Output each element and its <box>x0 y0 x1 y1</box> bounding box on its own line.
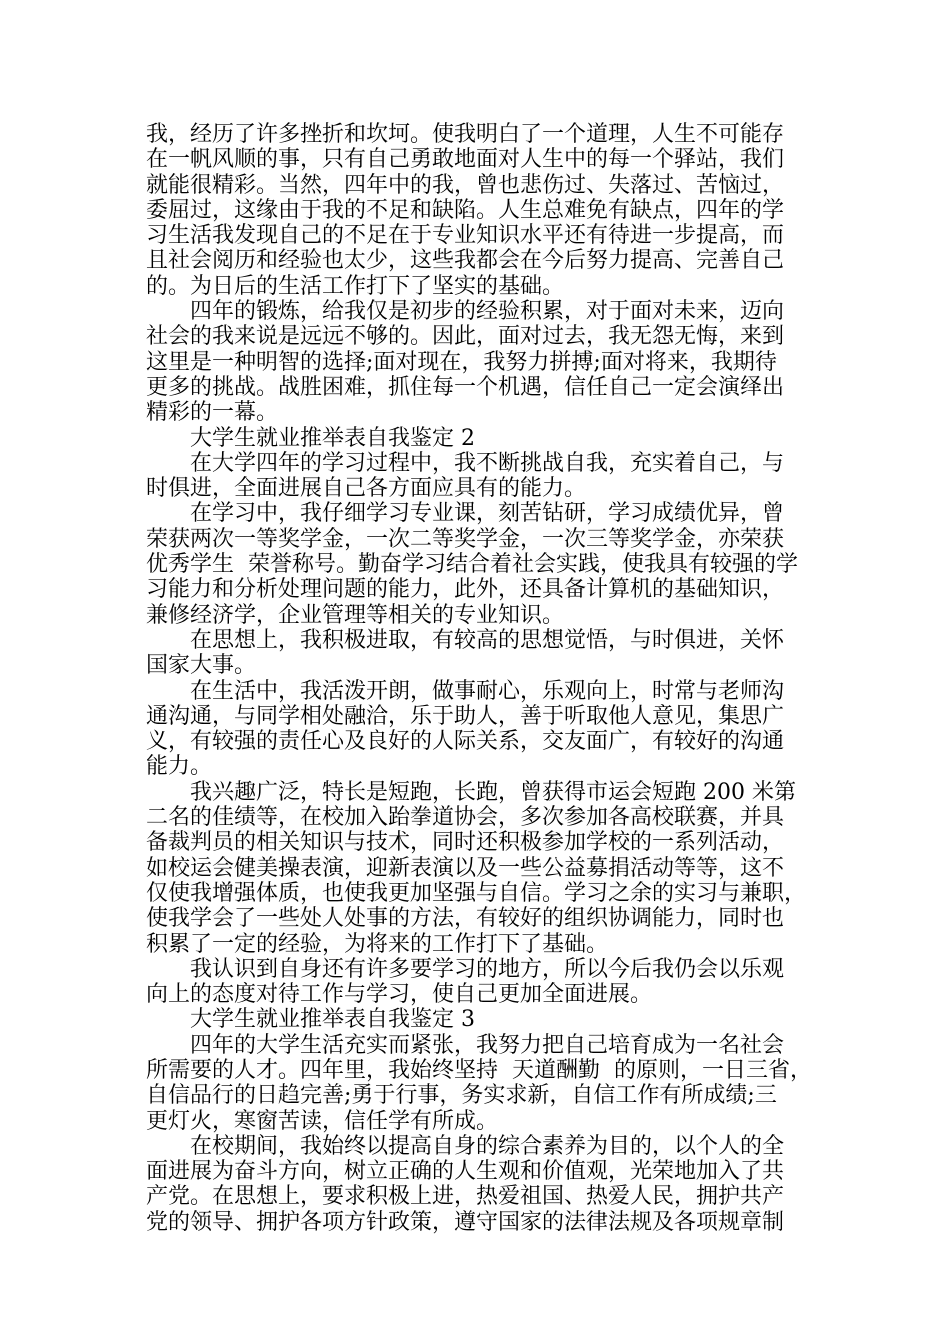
text-line: 党的领导、拥护各项方针政策，遵守国家的法律法规及各项规章制 <box>146 1209 785 1235</box>
text-line: 四年的锻炼，给我仅是初步的经验积累，对于面对未来，迈向 <box>146 299 785 325</box>
text-line: 如校运会健美操表演，迎新表演以及一些公益募捐活动等等，这不 <box>146 855 785 881</box>
text-line: 这里是一种明智的选择;面对现在，我努力拼搏;面对将来，我期待 <box>146 349 777 375</box>
text-line: 我，经历了许多挫折和坎坷。使我明白了一个道理，人生不可能存 <box>146 122 785 147</box>
text-line: 在一帆风顺的事，只有自己勇敢地面对人生中的每一个驿站，我们 <box>146 147 785 173</box>
text-line: 精彩的一幕。 <box>146 400 279 426</box>
text-line: 荣获两次一等奖学金，一次二等奖学金，一次三等奖学金，亦荣获 <box>146 526 785 552</box>
text-line: 时俱进，全面进展自己各方面应具有的能力。 <box>146 476 587 502</box>
text-line: 我认识到自身还有许多要学习的地方，所以今后我仍会以乐观 <box>146 956 785 982</box>
text-line: 习生活我发现自己的不足在于专业知识水平还有待进一步提高，而 <box>146 223 785 249</box>
text-line: 使我学会了一些处人处事的方法，有较好的组织协调能力，同时也 <box>146 906 785 932</box>
text-line: 的。为日后的生活工作打下了坚实的基础。 <box>146 273 565 299</box>
text-line: 四年的大学生活充实而紧张，我努力把自己培育成为一名社会 <box>146 1032 785 1058</box>
text-line: 兼修经济学，企业管理等相关的专业知识。 <box>146 602 565 628</box>
section-heading: 大学生就业推举表自我鉴定 3 <box>146 1007 475 1033</box>
text-line: 在校期间，我始终以提高自身的综合素养为目的，以个人的全 <box>146 1133 785 1159</box>
text-line: 在学习中，我仔细学习专业课，刻苦钻研，学习成绩优异，曾 <box>146 501 785 527</box>
text-line: 产党。在思想上，要求积极上进，热爱祖国、热爱人民，拥护共产 <box>146 1184 785 1210</box>
text-line: 更灯火，寒窗苦读，信任学有所成。 <box>146 1108 499 1134</box>
text-line: 通沟通，与同学相处融洽，乐于助人，善于听取他人意见，集思广 <box>146 703 785 729</box>
text-line: 所需要的人才。四年里，我始终坚持 天道酬勤 的原则，一日三省， <box>146 1057 812 1083</box>
text-line: 且社会阅历和经验也太少，这些我都会在今后努力提高、完善自己 <box>146 248 785 274</box>
text-line: 面进展为奋斗方向，树立正确的人生观和价值观，光荣地加入了共 <box>146 1159 785 1185</box>
document-body <box>146 122 822 1235</box>
text-line: 我兴趣广泛，特长是短跑，长跑，曾获得市运会短跑 200 米第 <box>146 779 796 805</box>
text-line: 习能力和分析处理问题的能力，此外，还具备计算机的基础知识， <box>146 577 785 603</box>
text-line: 自信品行的日趋完善;勇于行事，务实求新，自信工作有所成绩;三 <box>146 1083 777 1109</box>
text-line: 委屈过，这缘由于我的不足和缺陷。人生总难免有缺点，四年的学 <box>146 197 785 223</box>
text-line: 优秀学生 荣誉称号。勤奋学习结合着社会实践，使我具有较强的学 <box>146 552 798 578</box>
text-line: 能力。 <box>146 754 213 780</box>
text-line: 国家大事。 <box>146 653 257 679</box>
text-line: 备裁判员的相关知识与技术，同时还积极参加学校的一系列活动， <box>146 830 785 856</box>
text-line: 二名的佳绩等，在校加入跆拳道协会，多次参加各高校联赛，并具 <box>146 805 785 831</box>
text-line: 社会的我来说是远远不够的。因此，面对过去，我无怨无悔，来到 <box>146 324 785 350</box>
text-line: 更多的挑战。战胜困难，抓住每一个机遇，信任自己一定会演绎出 <box>146 374 785 400</box>
section-heading: 大学生就业推举表自我鉴定 2 <box>146 425 475 451</box>
text-line: 义，有较强的责任心及良好的人际关系，交友面广，有较好的沟通 <box>146 729 785 755</box>
text-line: 在思想上，我积极进取，有较高的思想觉悟，与时俱进，关怀 <box>146 627 785 653</box>
text-line: 在大学四年的学习过程中，我不断挑战自我，充实着自己，与 <box>146 450 785 476</box>
text-line: 向上的态度对待工作与学习，使自己更加全面进展。 <box>146 982 653 1008</box>
text-line: 仅使我增强体质，也使我更加坚强与自信。学习之余的实习与兼职， <box>146 880 807 906</box>
text-line: 在生活中，我活泼开朗，做事耐心，乐观向上，时常与老师沟 <box>146 678 785 704</box>
text-line: 就能很精彩。当然，四年中的我，曾也悲伤过、失落过、苦恼过， <box>146 172 785 198</box>
text-line: 积累了一定的经验，为将来的工作打下了基础。 <box>146 931 609 957</box>
